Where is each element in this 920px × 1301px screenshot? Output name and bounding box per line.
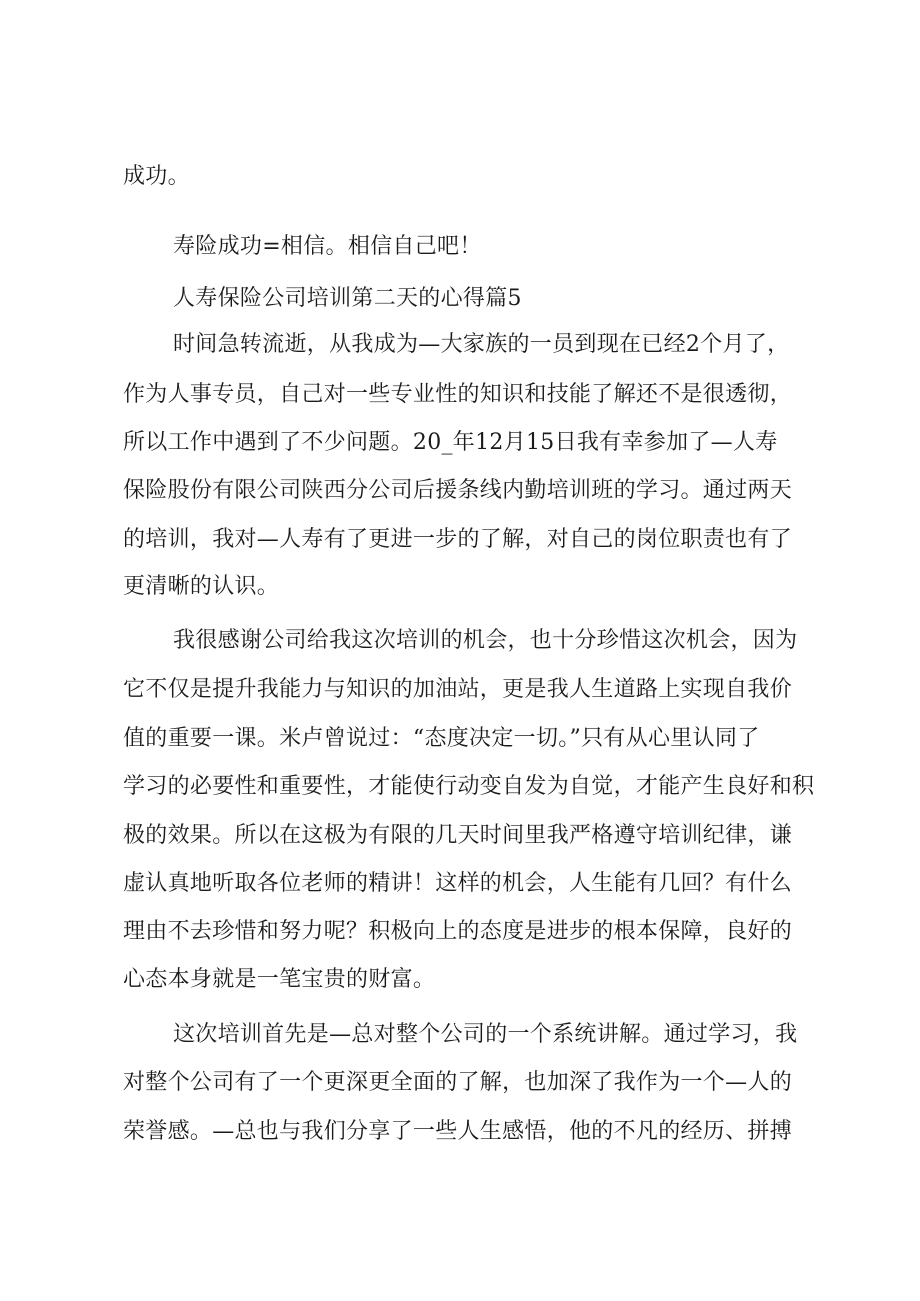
text-line: 它不仅是提升我能力与知识的加油站，更是我人生道路上实现自我价 bbox=[123, 677, 793, 702]
text-line: 我很感谢公司给我这次培训的机会，也十分珍惜这次机会，因为 bbox=[173, 628, 798, 653]
text-line: 更清晰的认识。 bbox=[123, 574, 280, 599]
text-line: 保险股份有限公司陕西分公司后援条线内勤培训班的学习。通过两天 bbox=[123, 478, 793, 503]
text-line: 值的重要一课。米卢曾说过：“态度决定一切。”只有从心里认同了 bbox=[123, 726, 760, 751]
text-line: 荣誉感。—总也与我们分享了一些人生感悟，他的不凡的经历、拼搏 bbox=[123, 1119, 793, 1144]
section-heading: 人寿保险公司培训第二天的心得篇5 bbox=[173, 286, 522, 311]
text-line: 作为人事专员，自己对一些专业性的知识和技能了解还不是很透彻， bbox=[123, 382, 793, 407]
text-line: 虚认真地听取各位老师的精讲！这样的机会，人生能有几回？有什么 bbox=[123, 871, 793, 896]
text-line: 这次培训首先是—总对整个公司的一个系统讲解。通过学习，我 bbox=[173, 1022, 798, 1047]
text-line: 时间急转流逝，从我成为—大家族的一员到现在已经2个月了， bbox=[173, 332, 790, 357]
text-line: 学习的必要性和重要性，才能使行动变自发为自觉，才能产生良好和积 bbox=[123, 774, 815, 799]
text-line: 寿险成功=相信。相信自己吧！ bbox=[173, 234, 482, 259]
text-line: 心态本身就是一笔宝贵的财富。 bbox=[123, 967, 436, 992]
text-line: 对整个公司有了一个更深更全面的了解，也加深了我作为一个—人的 bbox=[123, 1070, 793, 1095]
text-line: 所以工作中遇到了不少问题。20_年12月15日我有幸参加了—人寿 bbox=[123, 430, 778, 455]
text-line: 极的效果。所以在这极为有限的几天时间里我严格遵守培训纪律，谦 bbox=[123, 823, 793, 848]
text-line: 理由不去珍惜和努力呢？积极向上的态度是进步的根本保障，良好的 bbox=[123, 919, 793, 944]
text-line: 的培训，我对—人寿有了更进一步的了解，对自己的岗位职责也有了 bbox=[123, 527, 793, 552]
text-line: 成功。 bbox=[123, 164, 190, 189]
